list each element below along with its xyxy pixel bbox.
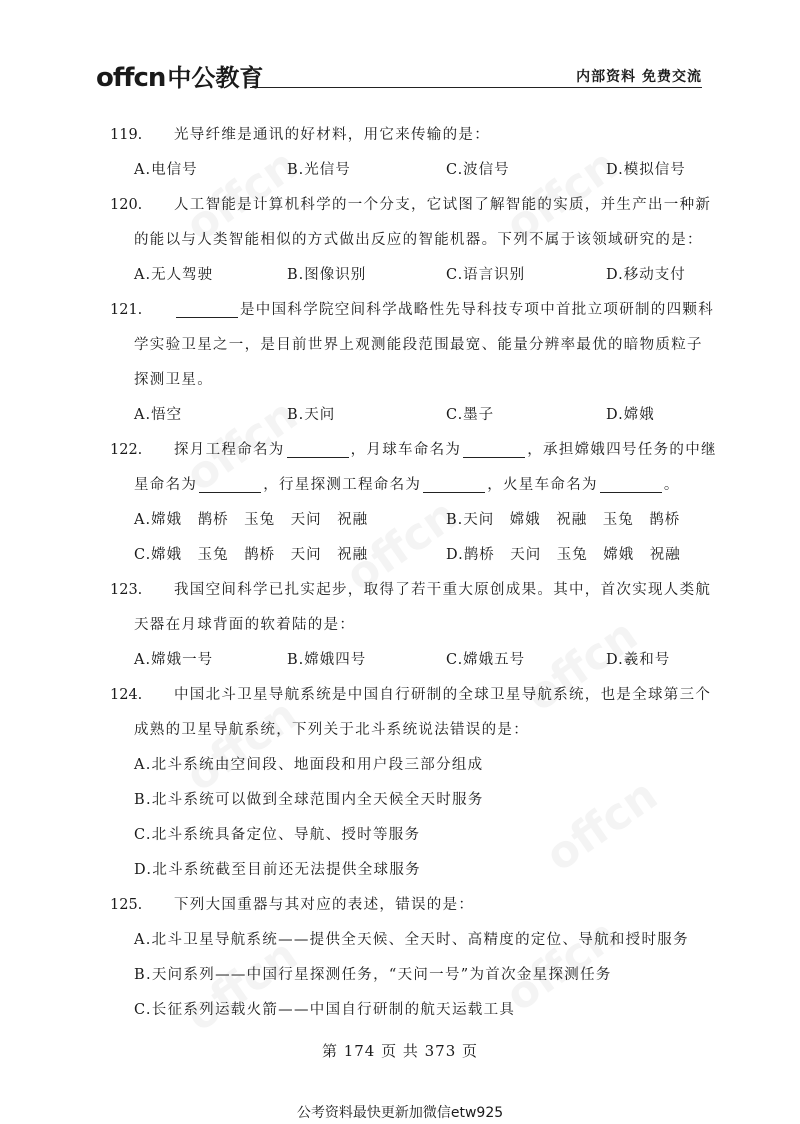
option-d: D.模拟信号: [606, 162, 686, 178]
option-c: C.北斗系统具备定位、导航、授时等服务: [134, 827, 421, 843]
fill-blank: [176, 301, 238, 318]
question-text: 探月工程命名为: [174, 442, 285, 458]
fill-blank: [287, 441, 349, 458]
question-text: 下列大国重器与其对应的表述，错误的是：: [174, 897, 475, 913]
option-b: B.天问: [287, 407, 336, 423]
option-c: C.嫦娥 玉兔 鹊桥 天问 祝融: [134, 547, 369, 563]
question-text: 是中国科学院空间科学战略性先导科技专项中首批立项研制的四颗科: [240, 302, 714, 318]
question-122: [96, 433, 717, 573]
fill-blank: [423, 476, 485, 493]
option-d: D.嫦娥: [606, 407, 655, 423]
fill-blank: [600, 476, 662, 493]
option-b: B.天问系列——中国行星探测任务，“天问一号”为首次金星探测任务: [134, 967, 612, 983]
question-text: ，行星探测工程命名为: [263, 477, 422, 493]
question-text: 星命名为: [134, 477, 198, 493]
fill-blank: [199, 476, 261, 493]
header-divider: [250, 87, 702, 88]
question-text-cont: 成熟的卫星导航系统，下列关于北斗系统说法错误的是：: [134, 722, 529, 738]
question-text-cont: 学实验卫星之一，是目前世界上观测能段范围最宽、能量分辨率最优的暗物质粒子: [134, 337, 703, 353]
header-tagline: 内部资料 免费交流: [576, 69, 702, 85]
question-125: [96, 888, 702, 1028]
question-number: 124.: [110, 687, 143, 703]
question-number: 119.: [110, 127, 143, 143]
option-c: C.长征系列运载火箭——中国自行研制的航天运载工具: [134, 1002, 516, 1018]
option-a: A.电信号: [134, 162, 198, 178]
option-a: A.无人驾驶: [134, 267, 214, 283]
question-text-cont: 的能以与人类智能相似的方式做出反应的智能机器。下列不属于该领域研究的是：: [134, 232, 703, 248]
question-text-cont: 探测卫星。: [134, 372, 213, 388]
option-b: B.光信号: [287, 162, 351, 178]
question-list: [96, 118, 717, 1028]
question-number: 122.: [110, 442, 143, 458]
question-text: 中国北斗卫星导航系统是中国自行研制的全球卫星导航系统，也是全球第三个: [174, 687, 712, 703]
fill-blank: [463, 441, 525, 458]
logo-cn: 中公教育: [167, 64, 264, 92]
question-text: ，月球车命名为: [350, 442, 462, 458]
option-b: B.天问 嫦娥 祝融 玉兔 鹊桥: [446, 512, 681, 528]
question-number: 125.: [110, 897, 143, 913]
question-119: [96, 118, 702, 188]
option-a: A.悟空: [134, 407, 183, 423]
page-header: [96, 56, 702, 93]
option-b: B.北斗系统可以做到全球范围内全天候全天时服务: [134, 792, 484, 808]
question-text: ，火星车命名为: [487, 477, 598, 493]
question-number: 123.: [110, 582, 143, 598]
option-d: D.鹊桥 天问 玉兔 嫦娥 祝融: [446, 547, 681, 563]
option-d: D.羲和号: [606, 652, 671, 668]
option-c: C.墨子: [446, 407, 495, 423]
question-number: 120.: [110, 197, 143, 213]
option-b: B.嫦娥四号: [287, 652, 367, 668]
question-text: 光导纤维是通讯的好材料，用它来传输的是：: [174, 127, 490, 143]
question-120: [96, 188, 712, 293]
question-text: 人工智能是计算机科学的一个分支，它试图了解智能的实质，并生产出一种新: [174, 197, 712, 213]
question-text-cont: 天器在月球背面的软着陆的是：: [134, 617, 356, 633]
option-c: C.波信号: [446, 162, 510, 178]
question-text: 。: [663, 477, 680, 493]
option-d: D.北斗系统截至目前还无法提供全球服务: [134, 862, 421, 878]
question-121: [96, 293, 714, 433]
question-number: 121.: [110, 302, 143, 318]
question-text: ，承担嫦娥四号任务的中继: [527, 442, 717, 458]
option-c: C.语言识别: [446, 267, 526, 283]
option-a: A.北斗卫星导航系统——提供全天候、全天时、高精度的定位、导航和授时服务: [134, 932, 689, 948]
question-124: [96, 678, 712, 888]
logo-en: offcn: [96, 63, 166, 93]
footer-note: 公考资料最快更新加微信etw925: [296, 1105, 504, 1121]
option-a: A.嫦娥一号: [134, 652, 214, 668]
option-c: C.嫦娥五号: [446, 652, 526, 668]
page-number: 第 174 页 共 373 页: [321, 1042, 479, 1060]
option-a: A.北斗系统由空间段、地面段和用户段三部分组成: [134, 757, 484, 773]
question-text: 我国空间科学已扎实起步，取得了若干重大原创成果。其中，首次实现人类航: [174, 582, 712, 598]
option-b: B.图像识别: [287, 267, 367, 283]
question-123: [96, 573, 712, 678]
option-a: A.嫦娥 鹊桥 玉兔 天问 祝融: [134, 512, 369, 528]
option-d: D.移动支付: [606, 267, 686, 283]
offcn-logo: [96, 58, 263, 93]
